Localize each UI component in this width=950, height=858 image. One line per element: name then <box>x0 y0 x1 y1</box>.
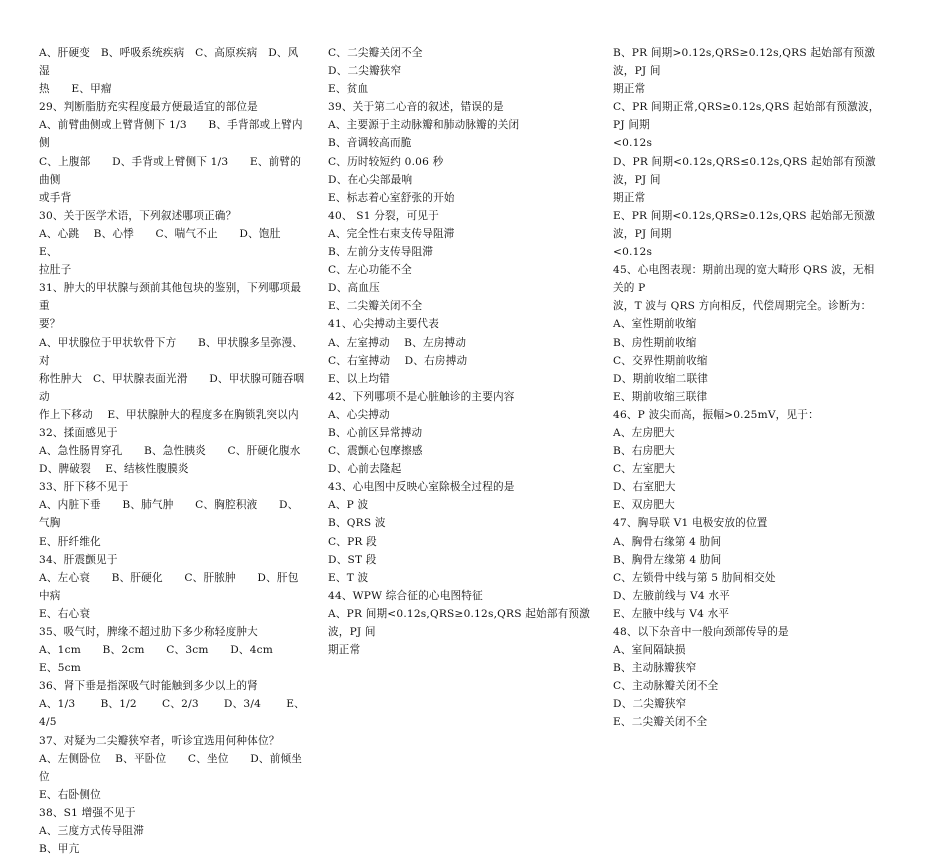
text-line: 38、S1 增强不见于 <box>39 806 136 819</box>
text-line: 39、关于第二心音的叙述，错误的是 <box>328 101 504 114</box>
text-line: C、左心功能不全 <box>328 264 412 277</box>
text-line: E、贫血 <box>328 83 369 96</box>
text-line: C、右室搏动 D、右房搏动 <box>328 354 468 367</box>
text-line: D、心前去隆起 <box>328 463 402 476</box>
text-line: B、甲亢 <box>39 843 80 856</box>
text-line: 44、WPW 综合征的心电图特征 <box>328 589 483 602</box>
text-line: E、T 波 <box>328 571 369 584</box>
text-line: D、ST 段 <box>328 553 377 566</box>
text-line: C、主动脉瓣关闭不全 <box>613 680 719 693</box>
text-line: B、PR 间期>0.12s,QRS≥0.12s,QRS 起始部有预激波，PJ 间 <box>613 47 876 78</box>
text-line: C、左锁骨中线与第 5 肋间相交处 <box>613 571 776 584</box>
text-line: C、PR 段 <box>328 535 377 548</box>
text-line: A、心跳 B、心悸 C、喘气不止 D、饱肚 E、 <box>39 227 303 259</box>
text-line: 42、下列哪项不是心脏触诊的主要内容 <box>328 390 515 403</box>
text-line: A、前臂曲侧或上臂背侧下 1/3 B、手背部或上臂内侧 <box>39 119 303 150</box>
column-left <box>39 44 307 858</box>
text-line: A、心尖搏动 <box>328 408 390 421</box>
text-line: 45、心电图表现：期前出现的宽大畸形 QRS 波，无相关的 P <box>613 264 875 295</box>
text-line: D、二尖瓣狭窄 <box>328 65 402 78</box>
text-line: D、在心尖部最响 <box>328 173 413 186</box>
text-line: E、标志着心室舒张的开始 <box>328 191 455 204</box>
text-line: E、期前收缩三联律 <box>613 390 708 403</box>
text-line: A、左室搏动 B、左房搏动 <box>328 336 467 349</box>
text-line: D、左腋前线与 V4 水平 <box>613 589 730 602</box>
text-line: E、肝纤维化 <box>39 535 101 548</box>
text-line: E、右心衰 <box>39 607 91 620</box>
text-line: B、胸骨左缘第 4 肋间 <box>613 553 722 566</box>
text-line: 33、肝下移不见于 <box>39 481 129 494</box>
text-line: A、内脏下垂 B、肺气肿 C、胸腔积液 D、气胸 <box>39 499 299 530</box>
text-line: 要？ <box>39 318 61 331</box>
text-line: 43、心电图中反映心室除极全过程的是 <box>328 481 515 494</box>
text-line: C、左室肥大 <box>613 463 676 476</box>
text-line: 29、判断脂肪充实程度最方便最适宜的部位是 <box>39 101 258 114</box>
text-line: E、二尖瓣关闭不全 <box>328 300 423 313</box>
text-line: A、甲状腺位于甲状软骨下方 B、甲状腺多呈弥漫、对 <box>39 336 304 367</box>
text-line: 36、肾下垂是指深吸气时能触到多少以上的肾 <box>39 680 258 693</box>
text-line: A、主要源于主动脉瓣和肺动脉瓣的关闭 <box>328 119 520 132</box>
text-line: C、PR 间期正常,QRS≥0.12s,QRS 起始部有预激波，PJ 间期 <box>613 101 880 132</box>
text-line: B、音调较高而脆 <box>328 137 412 150</box>
text-line: D、PR 间期<0.12s,QRS≤0.12s,QRS 起始部有预激波，PJ 间 <box>613 155 876 186</box>
text-line: E、左腋中线与 V4 水平 <box>613 607 730 620</box>
text-line: 40、 S1 分裂，可见于 <box>328 209 439 222</box>
text-line: C、震颤心包摩擦感 <box>328 445 423 458</box>
text-line: E、以上均错 <box>328 372 390 385</box>
text-line: A、1/3 B、1/2 C、2/3 D、3/4 E、4/5 <box>39 698 305 729</box>
text-line: 46、P 波尖而高，振幅>0.25mV，见于： <box>613 408 819 421</box>
text-line: C、交界性期前收缩 <box>613 354 708 367</box>
text-line: B、心前区异常搏动 <box>328 426 423 439</box>
text-line: 30、关于医学术语，下列叙述哪项正确？ <box>39 209 237 222</box>
text-line: A、P 波 <box>328 499 369 512</box>
text-line: A、左心衰 B、肝硬化 C、肝脓肿 D、肝包中病 <box>39 571 299 602</box>
text-line: B、房性期前收缩 <box>613 336 697 349</box>
column-right <box>613 44 881 732</box>
text-line: 41、心尖搏动主要代表 <box>328 318 440 331</box>
text-line: B、左前分支传导阻滞 <box>328 246 434 259</box>
text-line: <0.12s <box>613 246 653 259</box>
text-line: B、主动脉瓣狭窄 <box>613 662 697 675</box>
text-line: 期正常 <box>613 83 646 96</box>
text-line: E、PR 间期<0.12s,QRS≥0.12s,QRS 起始部无预激波，PJ 间期 <box>613 209 876 240</box>
text-line: 期正常 <box>328 644 361 657</box>
text-line: 波，T 波与 QRS 方向相反，代偿周期完全。诊断为： <box>613 300 872 313</box>
text-line: A、左侧卧位 B、平卧位 C、坐位 D、前倾坐位 <box>39 752 303 783</box>
column-middle <box>328 44 590 659</box>
text-line: 34、肝震颤见于 <box>39 553 118 566</box>
text-line: 48、以下杂音中一般向颈部传导的是 <box>613 626 789 638</box>
text-line: 期正常 <box>613 191 646 204</box>
text-line: D、脾破裂 E、结核性腹膜炎 <box>39 463 189 476</box>
text-line: A、完全性右束支传导阻滞 <box>328 227 455 240</box>
text-line: D、期前收缩二联律 <box>613 372 709 385</box>
text-line: A、急性肠胃穿孔 B、急性胰炎 C、肝硬化腹水 <box>39 445 301 458</box>
text-line: A、室性期前收缩 <box>613 318 697 331</box>
text-line: 作上下移动 E、甲状腺肿大的程度多在胸锁乳突以内 <box>39 408 299 421</box>
text-line: D、二尖瓣狭窄 <box>613 698 687 711</box>
text-line: D、高血压 <box>328 282 380 295</box>
text-line: B、QRS 波 <box>328 517 386 530</box>
text-line: A、左房肥大 <box>613 426 675 439</box>
text-line: A、肝硬变 B、呼吸系统疾病 C、高原疾病 D、风湿 <box>39 47 299 78</box>
text-line: D、右室肥大 <box>613 481 676 494</box>
text-line: A、室间隔缺损 <box>613 644 686 657</box>
text-line: A、1cm B、2cm C、3cm D、4cm E、5cm <box>39 644 295 675</box>
text-line: 31、肿大的甲状腺与颈前其他包块的鉴别，下列哪项最重 <box>39 282 302 313</box>
text-line: A、PR 间期<0.12s,QRS≥0.12s,QRS 起始部有预激波，PJ 间 <box>328 607 591 638</box>
text-line: <0.12s <box>613 137 653 150</box>
text-line: 32、揉面感见于 <box>39 426 118 439</box>
text-line: E、右卧侧位 <box>39 788 101 801</box>
text-line: C、上腹部 D、手背或上臂侧下 1/3 E、前臂的曲侧 <box>39 155 302 186</box>
text-line: 或手背 <box>39 191 72 204</box>
text-line: 37、对疑为二尖瓣狭窄者，听诊宜选用何种体位？ <box>39 734 280 747</box>
text-line: B、右房肥大 <box>613 445 675 458</box>
text-line: 称性肿大 C、甲状腺表面光滑 D、甲状腺可随吞咽动 <box>39 372 305 403</box>
text-line: A、三度方式传导阻滞 <box>39 825 144 838</box>
text-line: E、双房肥大 <box>613 499 675 512</box>
text-line: 35、吸气时，脾缘不超过肋下多少称轻度肿大 <box>39 626 258 638</box>
text-line: C、历时较短约 0.06 秒 <box>328 155 444 168</box>
text-line: 47、胸导联 V1 电极安放的位置 <box>613 517 768 530</box>
text-line: 热 E、甲瘤 <box>39 83 112 96</box>
text-line: A、胸骨右缘第 4 肋间 <box>613 535 722 548</box>
text-line: C、二尖瓣关闭不全 <box>328 47 423 59</box>
text-line: 拉肚子 <box>39 264 72 277</box>
text-line: E、二尖瓣关闭不全 <box>613 716 708 729</box>
